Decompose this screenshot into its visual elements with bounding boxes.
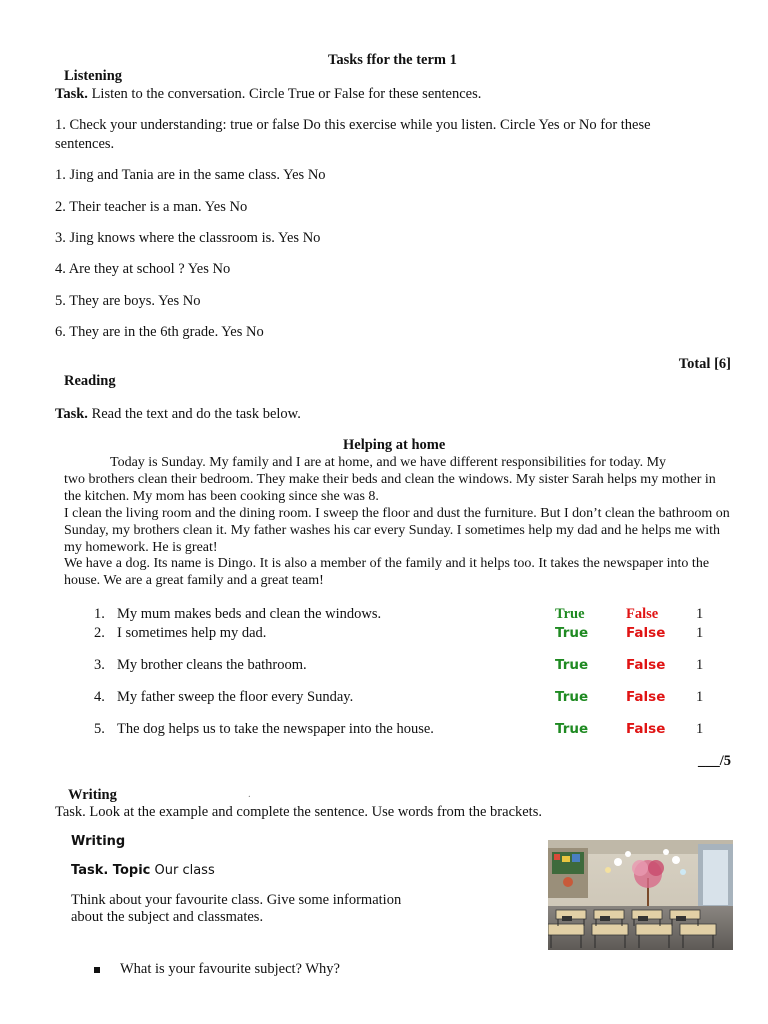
listening-total: Total [6]: [678, 356, 731, 372]
question-text: My mum makes beds and clean the windows.: [117, 606, 382, 622]
reading-task-label: Task.: [55, 406, 88, 422]
listening-instruction-line1: 1. Check your understanding: true or false Do this exercise while you listen. Circle Yes or No for these: [55, 117, 651, 133]
reading-text-title: Helping at home: [343, 437, 446, 453]
writing-bullet-item: [94, 961, 340, 978]
question-text: The dog helps us to take the newspaper into the house.: [117, 721, 434, 737]
question-points: 1: [696, 606, 704, 622]
reading-paragraph-2: I clean the living room and the dining room. I sweep the floor and dust the furniture. But I don’t clean the bathroom on Sunday, my brothers clean it. My father washes his car every Sunday. I sometimes help my dad and he helps me with my homework. He is great!: [64, 506, 730, 555]
question-points: 1: [696, 689, 704, 705]
listening-heading: Listening: [64, 68, 123, 84]
false-option[interactable]: False: [626, 606, 659, 622]
reading-score: ___/5: [697, 753, 731, 769]
question-points: 1: [696, 657, 704, 673]
question-text: My father sweep the floor every Sunday.: [117, 689, 354, 705]
true-option[interactable]: True: [555, 657, 589, 673]
true-option[interactable]: True: [555, 625, 589, 641]
false-option[interactable]: False: [626, 689, 666, 705]
reading-paragraph-1: [64, 455, 730, 505]
reading-heading: Reading: [64, 373, 116, 389]
writing-heading: Writing: [68, 787, 117, 803]
listening-item: 1. Jing and Tania are in the same class. Yes No: [55, 167, 326, 183]
true-option[interactable]: True: [555, 689, 589, 705]
listening-task-text: Listen to the conversation. Circle True or False for these sentences.: [87, 86, 482, 102]
false-option[interactable]: False: [626, 625, 666, 641]
question-points: 1: [696, 625, 704, 641]
stray-dot: .: [248, 788, 251, 800]
writing-heading-2: Writing: [71, 834, 126, 849]
question-number: 2.: [94, 625, 105, 641]
listening-item: 3. Jing knows where the classroom is. Yes No: [55, 230, 321, 246]
classroom-photo: [548, 840, 733, 950]
question-number: 5.: [94, 721, 105, 737]
page-title: Tasks ffor the term 1: [328, 52, 457, 68]
question-points: 1: [696, 721, 704, 737]
true-option[interactable]: True: [555, 606, 585, 622]
false-option[interactable]: False: [626, 721, 666, 737]
question-text: My brother cleans the bathroom.: [117, 657, 307, 673]
reading-paragraph-1-first: Today is Sunday. My family and I are at home, and we have different responsibilities for today. My: [110, 455, 667, 470]
reading-paragraph-3: We have a dog. Its name is Dingo. It is also a member of the family and it helps too. It takes the newspaper into the house. We are a great family and a great team!: [64, 556, 710, 588]
question-text: I sometimes help my dad.: [117, 625, 267, 641]
listening-item: 4. Are they at school ? Yes No: [55, 261, 231, 277]
true-option[interactable]: True: [555, 721, 589, 737]
reading-paragraph-1-rest: two brothers clean their bedroom. They make their beds and clean the windows. My sister Sarah helps my mother in the kitchen. My mom has been cooking since she was 8.: [64, 471, 716, 504]
writing-topic-value: Our class: [150, 863, 215, 878]
writing-topic: [71, 863, 215, 878]
listening-instruction-line2: sentences.: [55, 136, 115, 152]
writing-topic-label: Task. Topic: [71, 863, 151, 878]
writing-task: Task. Look at the example and complete the sentence. Use words from the brackets.: [55, 804, 542, 820]
writing-bullet-text: What is your favourite subject? Why?: [120, 961, 340, 977]
reading-task-text: Read the text and do the task below.: [87, 406, 301, 422]
reading-task: [55, 406, 301, 423]
question-number: 3.: [94, 657, 105, 673]
listening-item: 6. They are in the 6th grade. Yes No: [55, 324, 264, 340]
listening-item: 2. Their teacher is a man. Yes No: [55, 199, 248, 215]
bullet-icon: [94, 967, 100, 973]
question-number: 4.: [94, 689, 105, 705]
false-option[interactable]: False: [626, 657, 666, 673]
writing-prompt-line1: Think about your favourite class. Give some information: [71, 892, 402, 908]
listening-task-label: Task.: [55, 86, 88, 102]
listening-task: [55, 86, 481, 103]
question-number: 1.: [94, 606, 105, 622]
writing-prompt-line2: about the subject and classmates.: [71, 909, 264, 925]
listening-item: 5. They are boys. Yes No: [55, 293, 201, 309]
